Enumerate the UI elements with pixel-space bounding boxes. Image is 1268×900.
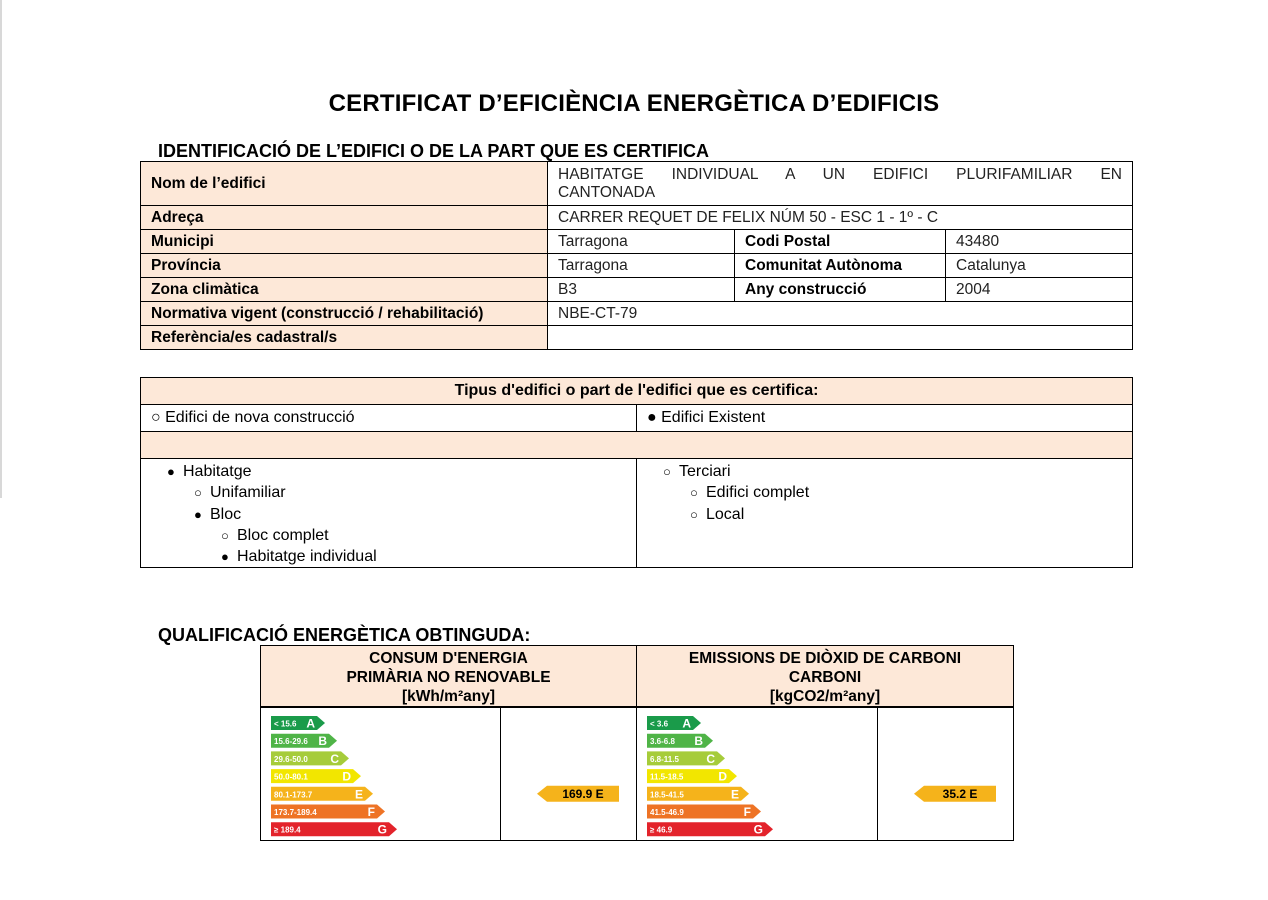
complete-block-label: Bloc complet bbox=[237, 526, 329, 544]
energy-value-cell bbox=[500, 707, 637, 841]
bullet-premises: ○ bbox=[690, 506, 698, 522]
option-tertiary bbox=[647, 461, 1122, 482]
option-single-family bbox=[151, 482, 626, 503]
energy-letter-f: F bbox=[367, 805, 375, 819]
energy-range-a: < 15.6 bbox=[274, 719, 297, 729]
emissions-indicator-label: 35.2 E bbox=[942, 786, 978, 801]
bullet-complete-building: ○ bbox=[690, 485, 698, 501]
separator-band bbox=[141, 432, 1133, 459]
postal-code-value: 43480 bbox=[946, 230, 1133, 254]
emissions-header-line1: EMISSIONS DE DIÒXID DE CARBONI bbox=[688, 650, 962, 667]
climate-zone-label: Zona climàtica bbox=[141, 278, 548, 302]
emissions-scale bbox=[637, 708, 877, 840]
energy-rating-panel bbox=[260, 645, 1014, 841]
energy-range-d: 50.0-80.1 bbox=[274, 772, 308, 782]
emissions-range-f: 41.5-46.9 bbox=[650, 808, 684, 817]
emissions-scale-cell bbox=[636, 707, 878, 841]
energy-letter-a: A bbox=[306, 716, 315, 731]
community-label: Comunitat Autònoma bbox=[735, 254, 946, 278]
residential-options bbox=[141, 459, 637, 568]
emissions-letter-c: C bbox=[706, 751, 715, 766]
building-name-line1: HABITATGE INDIVIDUAL A UN EDIFICI PLURIFAMILIAR EN bbox=[558, 165, 1123, 183]
energy-header-line1: CONSUM D'ENERGIA bbox=[369, 650, 528, 667]
energy-range-e: 80.1-173.7 bbox=[274, 790, 313, 800]
building-type-table bbox=[140, 377, 1133, 568]
regulation-value: NBE-CT-79 bbox=[548, 302, 1133, 326]
building-name-label: Nom de l’edifici bbox=[141, 162, 548, 206]
province-label: Província bbox=[141, 254, 548, 278]
energy-range-f: 173.7-189.4 bbox=[274, 808, 317, 817]
energy-scale-cell bbox=[260, 707, 501, 841]
emissions-range-g: ≥ 46.9 bbox=[650, 825, 673, 835]
option-complete-block bbox=[151, 525, 626, 546]
energy-header-unit: [kWh/m²any] bbox=[402, 688, 495, 705]
energy-header-line2: PRIMÀRIA NO RENOVABLE bbox=[346, 669, 551, 686]
option-individual-dwelling bbox=[151, 546, 626, 567]
complete-building-label: Edifici complet bbox=[706, 484, 810, 502]
construction-year-value: 2004 bbox=[946, 278, 1133, 302]
construction-year-label: Any construcció bbox=[735, 278, 946, 302]
emissions-range-d: 11.5-18.5 bbox=[650, 772, 684, 782]
residential-label: Habitatge bbox=[183, 463, 252, 480]
emissions-range-a: < 3.6 bbox=[650, 719, 669, 729]
emissions-header-line2: CARBONI bbox=[788, 669, 862, 686]
address-value: CARRER REQUET DE FELIX NÚM 50 - ESC 1 - 1º - C bbox=[548, 206, 1133, 230]
option-residential bbox=[151, 461, 626, 482]
emissions-range-b: 3.6-6.8 bbox=[650, 737, 675, 747]
bullet-block: ● bbox=[194, 506, 202, 522]
emissions-header bbox=[636, 645, 1014, 707]
municipality-value: Tarragona bbox=[548, 230, 735, 254]
energy-header bbox=[260, 645, 637, 707]
community-value: Catalunya bbox=[946, 254, 1133, 278]
building-name-value bbox=[548, 162, 1133, 206]
option-premises bbox=[647, 504, 1122, 525]
postal-code-label: Codi Postal bbox=[735, 230, 946, 254]
emissions-header-unit: [kgCO2/m²any] bbox=[769, 688, 881, 705]
emissions-letter-a: A bbox=[682, 716, 691, 731]
block-label: Bloc bbox=[210, 505, 242, 523]
bullet-residential: ● bbox=[167, 464, 175, 479]
emissions-range-c: 6.8-11.5 bbox=[650, 754, 679, 764]
energy-indicator bbox=[501, 708, 637, 840]
energy-letter-b: B bbox=[318, 734, 327, 749]
address-label: Adreça bbox=[141, 206, 548, 230]
page-edge-line bbox=[0, 0, 2, 498]
identification-section-title: IDENTIFICACIÓ DE L’EDIFICI O DE LA PART QUE ES CERTIFICA bbox=[158, 141, 710, 161]
tertiary-options bbox=[637, 459, 1133, 568]
energy-range-c: 29.6-50.0 bbox=[274, 754, 308, 764]
identification-table bbox=[140, 161, 1133, 350]
emissions-letter-b: B bbox=[694, 734, 703, 749]
energy-range-b: 15.6-29.6 bbox=[274, 737, 308, 747]
energy-letter-c: C bbox=[330, 751, 339, 766]
energy-letter-d: D bbox=[342, 769, 351, 784]
energy-range-g: ≥ 189.4 bbox=[274, 825, 301, 835]
option-block bbox=[151, 504, 626, 525]
individual-dwelling-label: Habitatge individual bbox=[237, 548, 377, 566]
province-value: Tarragona bbox=[548, 254, 735, 278]
rating-section-title: QUALIFICACIÓ ENERGÈTICA OBTINGUDA: bbox=[158, 625, 531, 645]
radio-existing: ● bbox=[647, 409, 657, 426]
emissions-letter-e: E bbox=[730, 787, 739, 802]
regulation-label: Normativa vigent (construcció / rehabilitació) bbox=[141, 302, 548, 326]
climate-zone-value: B3 bbox=[548, 278, 735, 302]
building-type-header: Tipus d'edifici o part de l'edifici que es certifica: bbox=[141, 378, 1133, 405]
option-complete-building bbox=[647, 482, 1122, 503]
emissions-range-e: 18.5-41.5 bbox=[650, 790, 684, 800]
option-existing bbox=[637, 405, 1133, 432]
building-name-line2: CANTONADA bbox=[558, 183, 656, 201]
bullet-individual-dwelling: ● bbox=[221, 549, 229, 565]
energy-letter-g: G bbox=[377, 822, 387, 837]
single-family-label: Unifamiliar bbox=[210, 484, 286, 502]
emissions-letter-g: G bbox=[753, 822, 763, 837]
municipality-label: Municipi bbox=[141, 230, 548, 254]
tertiary-label: Terciari bbox=[679, 463, 731, 480]
bullet-complete-block: ○ bbox=[221, 527, 229, 543]
energy-indicator-label: 169.9 E bbox=[562, 786, 604, 801]
bullet-single-family: ○ bbox=[194, 485, 202, 501]
new-construction-label: Edifici de nova construcció bbox=[165, 409, 355, 426]
emissions-indicator bbox=[878, 708, 1014, 840]
option-new-construction bbox=[141, 405, 637, 432]
cadastral-value bbox=[548, 326, 1133, 350]
premises-label: Local bbox=[706, 505, 745, 523]
cadastral-label: Referència/es cadastral/s bbox=[141, 326, 548, 350]
emissions-value-cell bbox=[877, 707, 1014, 841]
energy-scale bbox=[261, 708, 501, 840]
page-title: CERTIFICAT D’EFICIÈNCIA ENERGÈTICA D’EDIFICIS bbox=[328, 90, 940, 117]
radio-new-construction: ○ bbox=[151, 409, 161, 426]
bullet-tertiary: ○ bbox=[663, 464, 671, 479]
emissions-letter-f: F bbox=[743, 805, 751, 819]
emissions-letter-d: D bbox=[718, 769, 727, 784]
energy-letter-e: E bbox=[354, 787, 363, 802]
existing-label: Edifici Existent bbox=[661, 409, 766, 426]
